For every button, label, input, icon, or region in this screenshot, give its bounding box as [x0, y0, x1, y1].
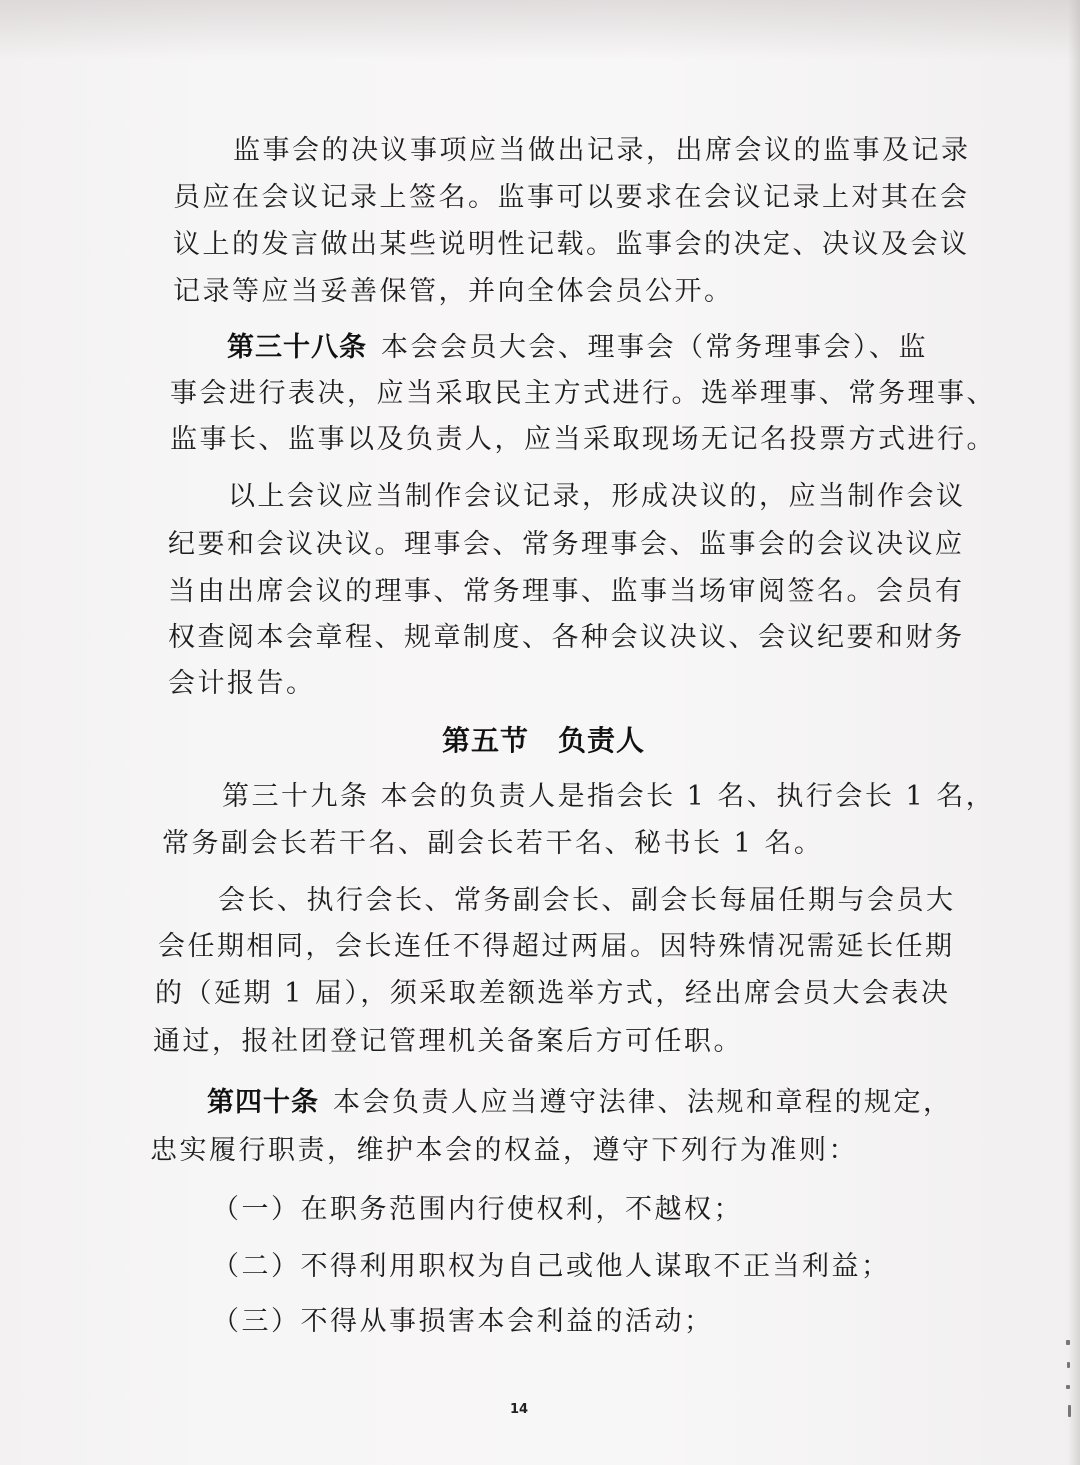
body-text-line: 常务副会长若干名、副会长若干名、秘书长 1 名。: [162, 828, 824, 859]
article-40-text: 本会负责人应当遵守法律、法规和章程的规定，: [333, 1087, 953, 1118]
body-text-line: 忠实履行职责，维护本会的权益，遵守下列行为准则：: [150, 1135, 858, 1166]
body-text-line: 记录等应当妥善保管，并向全体会员公开。: [173, 276, 734, 307]
body-text-line: 议上的发言做出某些说明性记载。监事会的决定、决议及会议: [173, 229, 970, 260]
body-text-line: 会任期相同，会长连任不得超过两届。因特殊情况需延长任期: [158, 931, 955, 962]
body-text-line: 事会进行表决，应当采取民主方式进行。选举理事、常务理事、: [170, 378, 996, 409]
section-heading: 第五节 负责人: [442, 724, 646, 757]
body-text-line: 第三十九条 本会的负责人是指会长 1 名、执行会长 1 名，: [222, 781, 996, 812]
page-right-edge: [1068, 0, 1080, 1465]
margin-mark: [1068, 1405, 1071, 1417]
list-item: （一）在职务范围内行使权利，不越权；: [212, 1194, 743, 1225]
list-item: （二）不得利用职权为自己或他人谋取不正当利益；: [212, 1251, 891, 1282]
margin-mark: [1066, 1340, 1070, 1345]
page-top-shadow: [0, 0, 1080, 60]
body-text-line: 通过，报社团登记管理机关备案后方可任职。: [153, 1026, 743, 1057]
article-38-line: [227, 331, 928, 365]
body-text-line: 的（延期 1 届），须采取差额选举方式，经出席会员大会表决: [155, 978, 951, 1009]
page-number: 14: [510, 1402, 529, 1417]
body-text-line: 会长、执行会长、常务副会长、副会长每届任期与会员大: [218, 885, 956, 916]
body-text-line: 当由出席会议的理事、常务理事、监事当场审阅签名。会员有: [168, 576, 965, 607]
article-40-line: [207, 1086, 953, 1120]
margin-mark: [1066, 1385, 1070, 1389]
body-text-line: 员应在会议记录上签名。监事可以要求在会议记录上对其在会: [173, 182, 970, 213]
body-text-line: 监事会的决议事项应当做出记录，出席会议的监事及记录: [233, 135, 971, 166]
margin-mark: [1067, 1362, 1070, 1368]
list-item: （三）不得从事损害本会利益的活动；: [212, 1306, 714, 1337]
body-text-line: 会计报告。: [168, 668, 316, 699]
body-text-line: 纪要和会议决议。理事会、常务理事会、监事会的会议决议应: [168, 529, 965, 560]
article-38-number: 第三十八条: [227, 332, 367, 363]
body-text-line: 监事长、监事以及负责人，应当采取现场无记名投票方式进行。: [170, 424, 996, 455]
article-40-number: 第四十条: [207, 1087, 319, 1118]
body-text-line: 权查阅本会章程、规章制度、各种会议决议、会议纪要和财务: [168, 622, 965, 653]
article-38-text: 本会会员大会、理事会（常务理事会）、监: [381, 332, 928, 363]
body-text-line: 以上会议应当制作会议记录，形成决议的，应当制作会议: [228, 481, 966, 512]
